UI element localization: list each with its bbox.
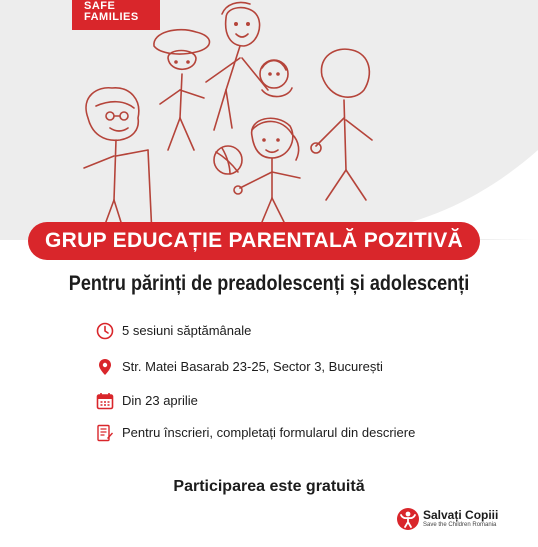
- hero-illustration-area: [0, 0, 538, 240]
- location-pin-icon: [96, 358, 114, 376]
- title-banner: GRUP EDUCAȚIE PARENTALĂ POZITIVĂ: [28, 222, 480, 260]
- father-figure: [311, 49, 372, 200]
- child-with-hat-figure: [154, 30, 210, 150]
- girl-figure: [234, 118, 300, 222]
- ball-drawing: [214, 146, 242, 174]
- logo-name: Salvați Copiii: [423, 508, 499, 522]
- detail-text-location: Str. Matei Basarab 23-25, Sector 3, București: [122, 359, 383, 374]
- detail-row-registration: [96, 424, 416, 442]
- child-emblem-icon: [397, 508, 419, 530]
- baby-figure: [260, 60, 292, 97]
- clock-icon: [96, 322, 114, 340]
- salvati-copiii-logo: [397, 508, 498, 530]
- detail-text-date: Din 23 aprilie: [122, 393, 198, 408]
- mother-figure: [206, 2, 268, 130]
- detail-row-sessions: [96, 322, 251, 340]
- badge-line-1: SAFE: [84, 0, 116, 12]
- detail-text-registration: Pentru înscrieri, completați formularul din descriere: [122, 425, 416, 440]
- child-emblem-drawing: [397, 508, 419, 530]
- form-icon: [96, 424, 114, 442]
- detail-row-location: [96, 358, 383, 376]
- subtitle: Pentru părinți de preadolescenți și adolescenți: [68, 272, 470, 295]
- badge-line-2: FAMILIES: [84, 11, 139, 23]
- grandmother-figure: [84, 88, 152, 238]
- detail-row-date: [96, 392, 198, 410]
- logo-text-block: [423, 509, 498, 529]
- calendar-icon: [96, 392, 114, 410]
- family-drawing-illustration: [0, 0, 538, 240]
- detail-text-sessions: 5 sesiuni săptămânale: [122, 323, 252, 338]
- free-participation-note: Participarea este gratuită: [173, 478, 365, 495]
- logo-tagline: Save the Children Romania: [423, 522, 497, 528]
